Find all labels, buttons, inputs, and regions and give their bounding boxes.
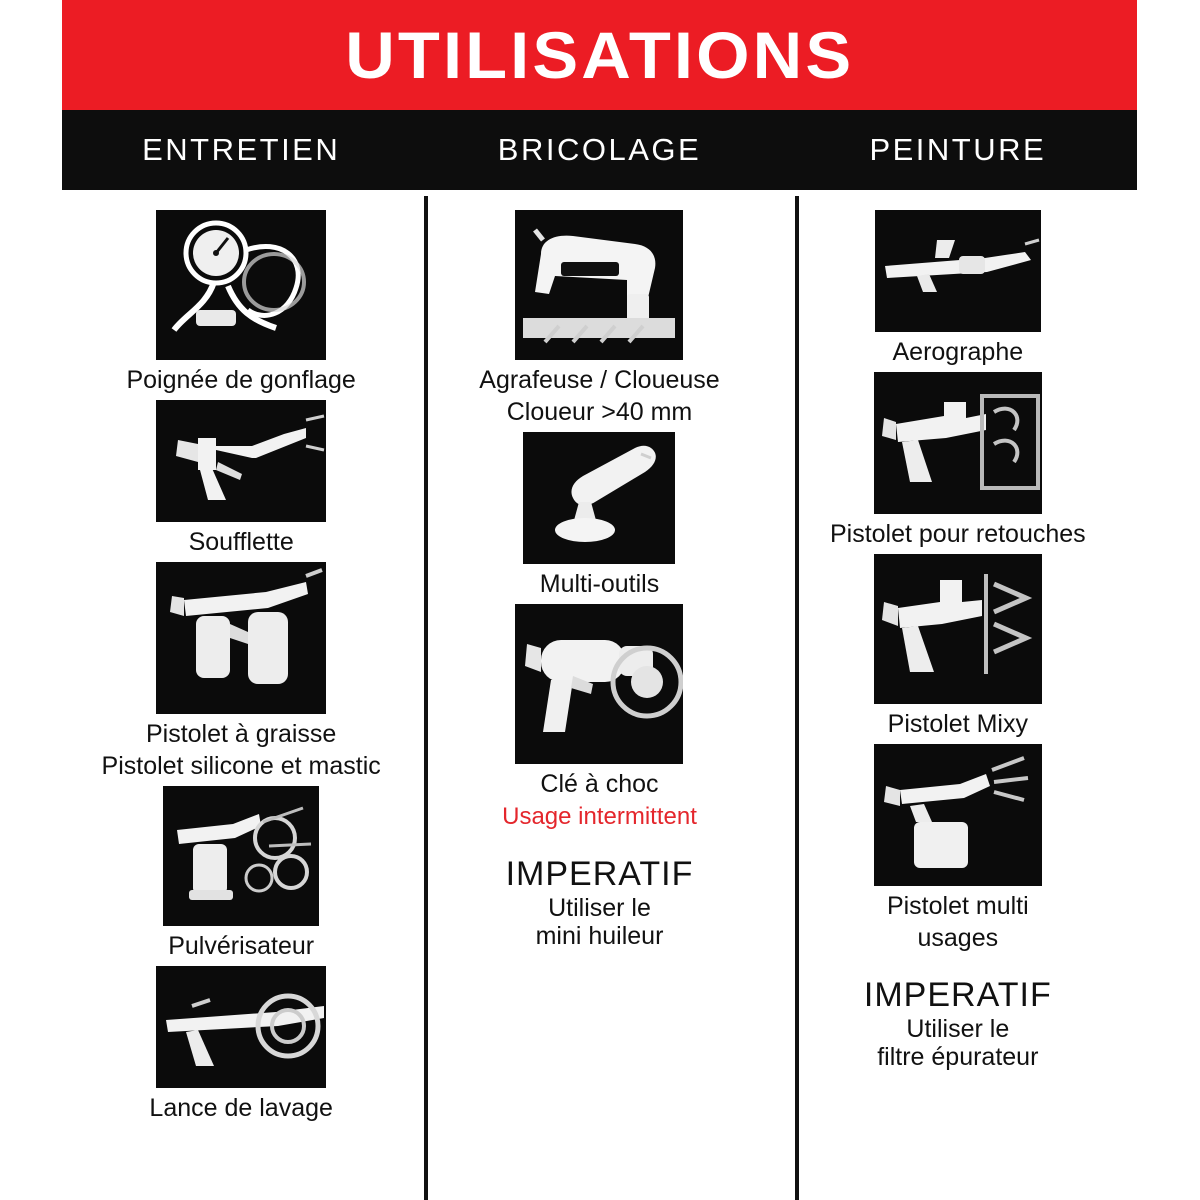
column-header-peinture [779, 110, 1137, 190]
entry-soufflette [62, 400, 420, 562]
entry-caption: Pistolet multi [886, 892, 1029, 920]
column-entretien [62, 196, 420, 1200]
imperatif-title: IMPERATIF [863, 976, 1052, 1014]
imperatif-line-2: filtre épurateur [877, 1043, 1039, 1072]
entry-multi-outils [420, 432, 778, 604]
imperatif-peinture [864, 976, 1052, 1071]
entry-caption: Aerographe [892, 338, 1024, 366]
column-header-entretien [62, 110, 420, 190]
banner [62, 0, 1137, 110]
column-header-bar [62, 110, 1137, 190]
column-header-label: ENTRETIEN [142, 132, 341, 167]
entry-pistolet-multi-usages [779, 744, 1137, 958]
entry-poignee-de-gonflage [62, 210, 420, 400]
multi-purpose-spray-gun-icon [874, 744, 1042, 886]
columns-body [62, 196, 1137, 1200]
entry-pistolet-a-graisse [62, 562, 420, 786]
touch-up-spray-gun-icon [874, 372, 1042, 514]
entry-caption-secondary: Pistolet silicone et mastic [101, 752, 381, 780]
entry-pistolet-mixy [779, 554, 1137, 744]
entry-pistolet-pour-retouches [779, 372, 1137, 554]
entry-agrafeuse-cloueuse [420, 210, 778, 432]
imperatif-title: IMPERATIF [505, 854, 694, 893]
column-header-bricolage [420, 110, 778, 190]
multi-tool-sander-icon [523, 432, 675, 564]
imperatif-bricolage [506, 855, 694, 950]
imperatif-line-2: mini huileur [535, 921, 664, 950]
airbrush-icon [875, 210, 1041, 332]
entry-caption: Clé à choc [540, 770, 659, 798]
entry-caption: Pulvérisateur [168, 932, 315, 960]
blow-gun-icon [156, 400, 326, 522]
column-peinture [779, 196, 1137, 1200]
entry-caption: Lance de lavage [149, 1094, 333, 1122]
sprayer-icon [163, 786, 319, 926]
entry-lance-de-lavage [62, 966, 420, 1128]
mixy-spray-gun-icon [874, 554, 1042, 704]
entry-caption: Pistolet pour retouches [829, 520, 1086, 548]
imperatif-line-1: Utiliser le [906, 1015, 1010, 1044]
entry-caption: Multi-outils [539, 570, 660, 598]
entry-caption: Soufflette [188, 528, 294, 556]
entry-caption: Agrafeuse / Cloueuse [479, 366, 720, 394]
wash-lance-icon [156, 966, 326, 1088]
entry-cle-a-choc [420, 604, 778, 837]
imperatif-line-1: Utiliser le [548, 893, 651, 922]
entry-aerographe [779, 210, 1137, 372]
grease-gun-icon [156, 562, 326, 714]
entry-note: Usage intermittent [502, 803, 697, 830]
column-header-label: BRICOLAGE [497, 132, 702, 167]
entry-caption-secondary: Cloueur >40 mm [506, 398, 693, 426]
entry-caption-secondary: usages [917, 924, 999, 952]
entry-caption: Poignée de gonflage [126, 366, 356, 394]
entry-caption: Pistolet à graisse [145, 720, 337, 748]
impact-wrench-icon [515, 604, 683, 764]
entry-pulverisateur [62, 786, 420, 966]
page-title: UTILISATIONS [344, 18, 855, 92]
entry-caption: Pistolet Mixy [887, 710, 1028, 738]
column-bricolage [420, 196, 778, 1200]
column-header-label: PEINTURE [869, 132, 1047, 167]
pressure-gauge-inflator-icon [156, 210, 326, 360]
stapler-nailer-icon [515, 210, 683, 360]
